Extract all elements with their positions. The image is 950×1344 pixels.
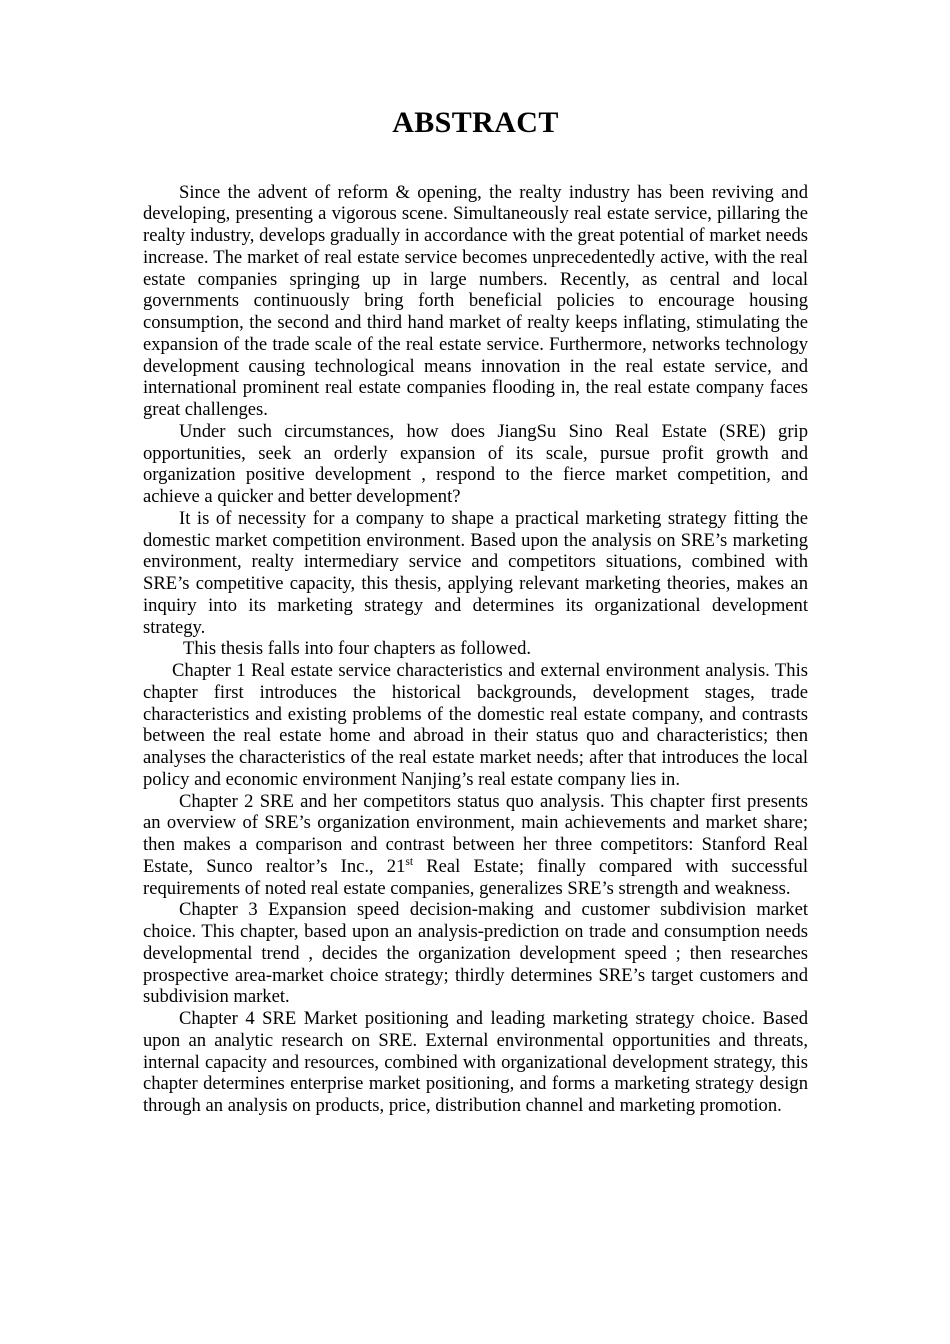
paragraph-intro-industry: Since the advent of reform & opening, the realty industry has been reviving and developing, presenting a vigorous scene. Simultaneously real estate service, pillaring the realty industry, develops gradually in accordance with the great potential of market needs increase. The market of real estate service becomes unprecedentedly active, with the real estate companies springing up in large numbers. Recently, as central and local governments continuously bring forth beneficial policies to encourage housing consumption, the second and third hand market of realty keeps inflating, stimulating the expansion of the trade scale of the real estate service. Furthermore, networks technology development causing technological means innovation in the real estate service, and international prominent real estate companies flooding in, the real estate company faces great challenges. (143, 181, 808, 421)
page-title: ABSTRACT (392, 106, 559, 139)
paragraph-marketing-strategy-necessity: It is of necessity for a company to shape a practical marketing strategy fitting the domestic market competition environment. Based upon the analysis on SRE’s marketing environment, realty intermediary service and competitors situations, combined with SRE’s competitive capacity, this thesis, applying relevant marketing theories, makes an inquiry into its marketing strategy and determines its organizational development strategy. (143, 507, 808, 638)
ordinal-suffix-st: st (405, 855, 414, 868)
paragraph-thesis-structure-lead: This thesis falls into four chapters as followed. (183, 638, 532, 660)
chapter-2-text-part-2: Real Estate; finally compared with successful requirements of noted real estate companies, generalizes SRE’s strength and weakness. (143, 855, 808, 899)
page-content (143, 0, 808, 1117)
chapter-2-text-part-1: Chapter 2 SRE and her competitors status quo analysis. This chapter first presents an overview of SRE’s organization environment, main achievements and market share; then makes a comparison and contrast between her three competitors: Stanford Real Estate, Sunco realtor’s Inc., 21 (143, 790, 808, 877)
paragraph-chapter-1: Chapter 1 Real estate service characteristics and external environment analysis. This chapter first introduces the historical backgrounds, development stages, trade characteristics and existing problems of the domestic real estate company, and contrasts between the real estate home and abroad in their status quo and characteristics; then analyses the characteristics of the real estate market needs; after that introduces the local policy and economic environment Nanjing’s real estate company lies in. (143, 660, 808, 790)
paragraph-chapter-4: Chapter 4 SRE Market positioning and leading marketing strategy choice. Based upon an analytic research on SRE. External environmental opportunities and threats, internal capacity and resources, combined with organizational development strategy, this chapter determines enterprise market positioning, and forms a marketing strategy design through an analysis on products, price, distribution channel and marketing promotion. (143, 1008, 808, 1117)
paragraph-chapter-2 (143, 791, 808, 900)
paragraph-chapter-3: Chapter 3 Expansion speed decision-making and customer subdivision market choice. This chapter, based upon an analysis-prediction on trade and consumption needs developmental trend , decides the organization development speed ; then researches prospective area-market choice strategy; thirdly determines SRE’s target customers and subdivision market. (143, 899, 808, 1008)
paragraph-research-question: Under such circumstances, how does JiangSu Sino Real Estate (SRE) grip opportunities, seek an orderly expansion of its scale, pursue profit growth and organization positive development , respond to the fierce market competition, and achieve a quicker and better development? (143, 420, 808, 508)
